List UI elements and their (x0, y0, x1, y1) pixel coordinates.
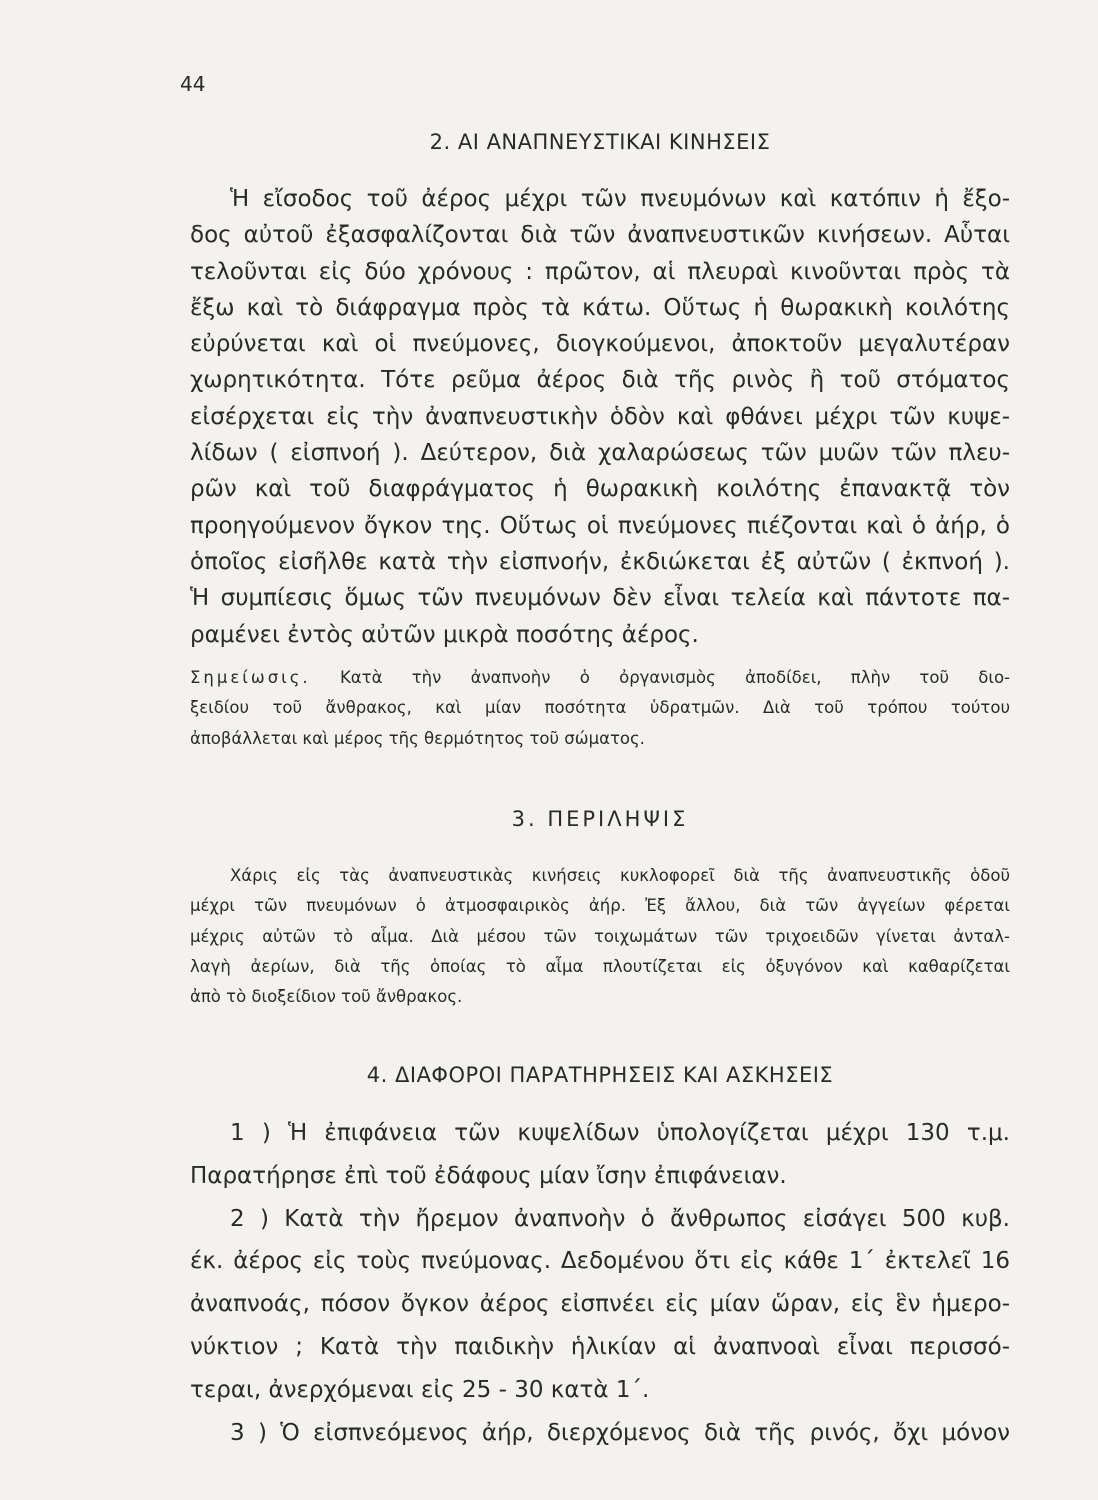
exercise-line: νύκτιον ; Κατὰ τὴν παιδικὴν ἡλικίαν αἱ ἀναπνοαὶ εἶναι περισσό- (190, 1333, 1010, 1360)
text-line: τελοῦνται εἰς δύο χρόνους : πρῶτον, αἱ πλευραὶ κινοῦνται πρὸς τὰ (190, 258, 1010, 285)
text-line: Ἡ εἴσοδος τοῦ ἀέρος μέχρι τῶν πνευμόνων καὶ κατόπιν ἡ ἔξο- (230, 186, 1010, 212)
text-line: ρῶν καὶ τοῦ διαφράγματος ἡ θωρακικὴ κοιλότης ἐπανακτᾷ τὸν (190, 476, 1010, 503)
section-3-body (190, 861, 1010, 1012)
text-line: ραμένει ἐντὸς αὐτῶν μικρὰ ποσότης ἀέρος. (190, 621, 699, 648)
exercise-line: ἀναπνοάς, πόσον ὄγκον ἀέρος εἰσπνέει εἰς μίαν ὥραν, εἰς ἓν ἡμερο- (190, 1291, 1010, 1318)
section-4-body (190, 1112, 1010, 1454)
exercise-line: τεραι, ἀνερχόμεναι εἰς 25 - 30 κατὰ 1΄. (190, 1376, 650, 1403)
summary-line: ἀπὸ τὸ διοξείδιον τοῦ ἄνθρακος. (190, 987, 463, 1007)
text-line: λίδων ( εἰσπνοή ). Δεύτερον, διὰ χαλαρώσεως τῶν μυῶν τῶν πλευ- (190, 440, 1010, 467)
text-line: χωρητικότητα. Τότε ρεῦμα ἀέρος διὰ τῆς ρινὸς ἢ τοῦ στόματος (190, 367, 1010, 394)
section-3-heading: 3. ΠΕΡΙΛΗΨΙΣ (511, 807, 689, 831)
summary-line: μέχρι τῶν πνευμόνων ὁ ἀτμοσφαιρικὸς ἀήρ. Ἐξ ἄλλου, διὰ τῶν ἀγγείων φέρεται (190, 896, 1010, 916)
text-line: Ἡ συμπίεσις ὅμως τῶν πνευμόνων δὲν εἶναι τελεία καὶ πάντοτε πα- (190, 585, 1010, 612)
text-line: δος αὐτοῦ ἐξασφαλίζονται διὰ τῶν ἀναπνευστικῶν κινήσεων. Αὗται (190, 222, 1010, 249)
note-line: ἀποβάλλεται καὶ μέρος τῆς θερμότητος τοῦ σώματος. (190, 728, 645, 748)
section-2-heading: 2. ΑΙ ΑΝΑΠΝΕΥΣΤΙΚΑΙ ΚΙΝΗΣΕΙΣ (429, 130, 771, 154)
text-line: εἰσέρχεται εἰς τὴν ἀναπνευστικὴν ὁδὸν καὶ φθάνει μέχρι τῶν κυψε- (190, 403, 1010, 430)
exercise-line: 2 ) Κατὰ τὴν ἤρεμον ἀναπνοὴν ὁ ἄνθρωπος εἰσάγει 500 κυβ. (230, 1205, 1010, 1232)
summary-line: Χάρις εἰς τὰς ἀναπνευστικὰς κινήσεις κυκλοφορεῖ διὰ τῆς ἀναπνευστικῆς ὁδοῦ (230, 866, 1010, 885)
note-label: Σημείωσις. (190, 668, 311, 687)
section-4-heading: 4. ΔΙΑΦΟΡΟΙ ΠΑΡΑΤΗΡΗΣΕΙΣ ΚΑΙ ΑΣΚΗΣΕΙΣ (366, 1063, 834, 1087)
text-line: ἔξω καὶ τὸ διάφραγμα πρὸς τὰ κάτω. Οὕτως ἡ θωρακικὴ κοιλότης (190, 294, 1010, 321)
text-line: εὐρύνεται καὶ οἱ πνεύμονες, διογκούμενοι, ἀποκτοῦν μεγαλυτέραν (190, 331, 1010, 358)
exercise-line: Παρατήρησε ἐπὶ τοῦ ἐδάφους μίαν ἴσην ἐπιφάνειαν. (190, 1162, 787, 1189)
summary-line: μέχρις αὐτῶν τὸ αἷμα. Διὰ μέσου τῶν τοιχωμάτων τῶν τριχοειδῶν γίνεται ἀνταλ- (190, 926, 1010, 946)
summary-line: λαγὴ ἀερίων, διὰ τῆς ὁποίας τὸ αἷμα πλουτίζεται εἰς ὀξυγόνον καὶ καθαρίζεται (190, 956, 1010, 976)
exercise-line: έκ. ἀέρος εἰς τοὺς πνεύμονας. Δεδομένου ὅτι εἰς κάθε 1΄ ἐκτελεῖ 16 (190, 1248, 1010, 1275)
text-line: ὁποῖος εἰσῆλθε κατὰ τὴν εἰσπνοήν, ἐκδιώκεται ἐξ αὐτῶν ( ἐκπνοή ). (190, 548, 1010, 575)
exercise-line: 1 ) Ἡ ἐπιφάνεια τῶν κυψελίδων ὑπολογίζεται μέχρι 130 τ.μ. (230, 1120, 1010, 1146)
exercise-line: 3 ) Ὁ εἰσπνεόμενος ἀήρ, διερχόμενος διὰ τῆς ρινός, ὄχι μόνον (230, 1419, 1010, 1446)
note-line: ξειδίου τοῦ ἄνθρακος, καὶ μίαν ποσότητα ὑδρατμῶν. Διὰ τοῦ τρόπου τούτου (190, 698, 1010, 718)
note-line (190, 663, 1010, 693)
section-2-body (190, 181, 1010, 653)
note-text: Κατὰ τὴν ἀναπνοὴν ὁ ὀργανισμὸς ἀποδίδει, πλὴν τοῦ διο- (339, 668, 1010, 687)
page-number: 44 (180, 72, 206, 96)
section-2-note (190, 663, 1010, 754)
text-line: προηγούμενον ὄγκον της. Οὕτως οἱ πνεύμονες πιέζονται καὶ ὁ ἀήρ, ὁ (190, 512, 1010, 539)
